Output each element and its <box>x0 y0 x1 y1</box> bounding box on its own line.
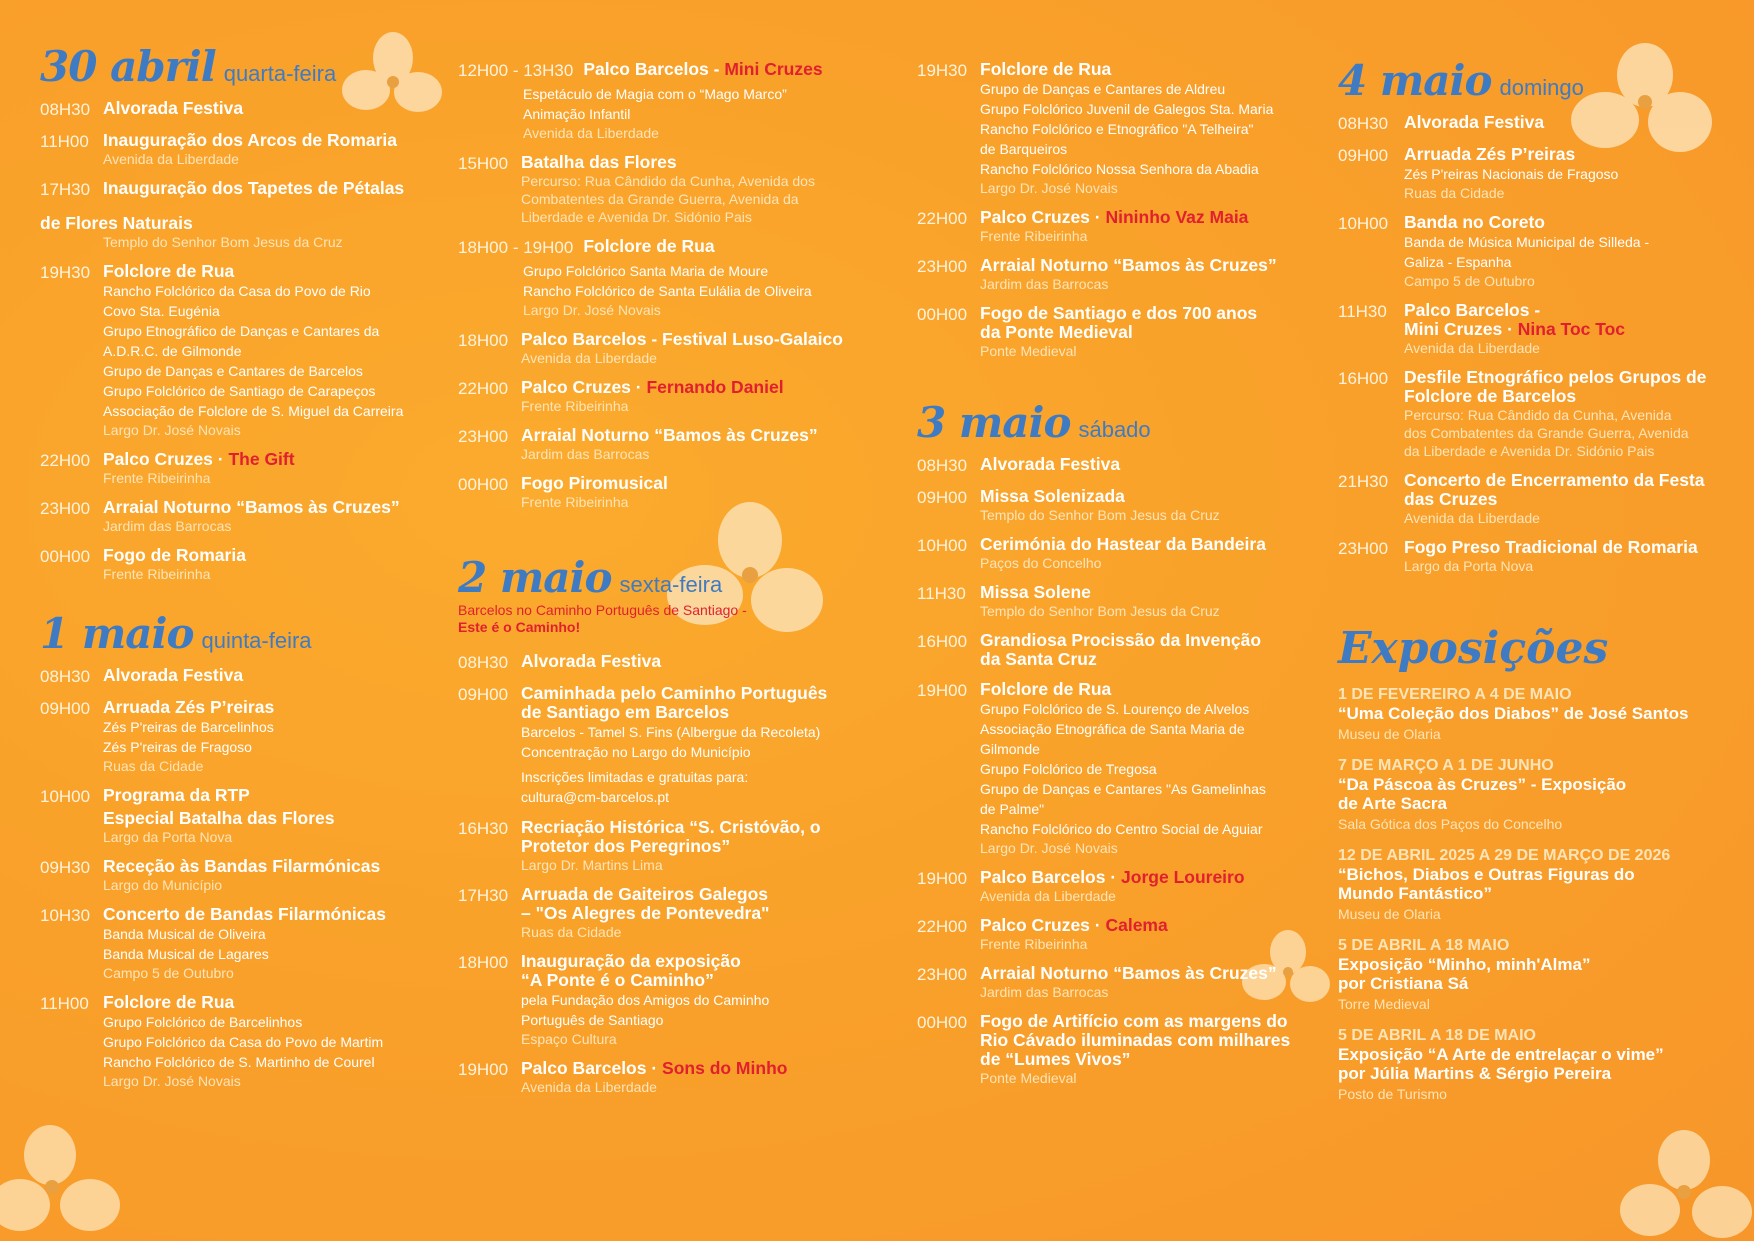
event-item <box>40 262 420 439</box>
event-time: 08H30 <box>40 100 91 119</box>
event-item <box>917 535 1307 572</box>
event-item <box>40 546 420 583</box>
event-location: Jardim das Barrocas <box>103 518 232 534</box>
exhibition-dates: 7 DE MARÇO A 1 DE JUNHO <box>1338 757 1554 774</box>
exhibition-item <box>1338 686 1738 743</box>
day-date: 30 abril <box>40 42 216 91</box>
event-item <box>917 304 1307 360</box>
exhibition-dates: 5 DE ABRIL A 18 DE MAIO <box>1338 1027 1536 1044</box>
event-title: Alvorada Festiva <box>103 665 244 685</box>
event-time: 08H30 <box>917 456 968 475</box>
event-location: Frente Ribeirinha <box>103 470 211 486</box>
event-time: 09H00 <box>458 685 509 704</box>
event-item <box>1338 538 1738 575</box>
event-time: 08H30 <box>1338 114 1389 133</box>
column-2 <box>458 60 858 1107</box>
event-route: Liberdade e Avenida Dr. Sidónio Pais <box>521 209 752 225</box>
event-item <box>40 786 420 846</box>
event-title: Cerimónia do Hastear da Bandeira <box>980 534 1266 554</box>
event-route: Percurso: Rua Cândido da Cunha, Avenida <box>1404 407 1672 423</box>
event-title: Desfile Etnográfico pelos Grupos de <box>1404 367 1707 387</box>
event-detail: Grupo Etnográfico de Danças e Cantares da <box>103 323 380 339</box>
event-detail: Associação de Folclore de S. Miguel da Carreira <box>103 403 404 419</box>
event-title: Folclore de Rua <box>980 679 1112 699</box>
event-time: 23H00 <box>1338 539 1389 558</box>
event-detail: Banda de Música Municipal de Silleda - <box>1404 234 1650 250</box>
event-item <box>917 487 1307 524</box>
event-detail: Zés P'reiras Nacionais de Fragoso <box>1404 166 1619 182</box>
event-time: 00H00 <box>917 305 968 324</box>
event-title: Banda no Coreto <box>1404 212 1545 232</box>
event-title: Arruada de Gaiteiros Galegos <box>521 884 769 904</box>
event-title-cont: Rio Cávado iluminadas com milhares <box>980 1030 1291 1050</box>
event-title-cont: da Santa Cruz <box>980 649 1097 669</box>
event-location: Largo do Município <box>103 877 223 893</box>
event-location: Largo Dr. José Novais <box>523 302 661 318</box>
event-item <box>917 868 1307 905</box>
event-item <box>917 256 1307 293</box>
exhibition-location: Museu de Olaria <box>1338 906 1441 922</box>
event-time: 19H30 <box>40 263 91 282</box>
event-title-cont: – "Os Alegres de Pontevedra" <box>521 903 770 923</box>
event-detail: Rancho Folclórico de Santa Eulália de Oliveira <box>523 283 812 299</box>
weekday: quinta-feira <box>201 628 312 653</box>
event-item <box>40 698 420 775</box>
event-time: 09H00 <box>40 699 91 718</box>
event-time: 19H00 <box>458 1060 509 1079</box>
event-title: Alvorada Festiva <box>980 454 1121 474</box>
event-location: Avenida da Liberdade <box>523 125 659 141</box>
event-location: Campo 5 de Outubro <box>103 965 234 981</box>
event-title: Concerto de Bandas Filarmónicas <box>103 904 386 924</box>
exhibition-dates: 5 DE ABRIL A 18 MAIO <box>1338 937 1510 954</box>
event-title: Palco Barcelos - <box>1404 300 1541 320</box>
flower-decoration-icon <box>1614 1130 1754 1241</box>
exhibition-item <box>1338 847 1738 923</box>
event-item <box>458 952 858 1048</box>
event-time: 09H00 <box>1338 146 1389 165</box>
event-item <box>40 857 420 894</box>
event-title: Alvorada Festiva <box>521 651 662 671</box>
event-time: 17H30 <box>458 886 509 905</box>
event-title: Caminhada pelo Caminho Português <box>521 683 828 703</box>
event-item <box>917 631 1307 669</box>
event-item <box>40 131 420 168</box>
event-item <box>458 684 858 807</box>
contact-email: cultura@cm-barcelos.pt <box>521 789 670 805</box>
event-item <box>1338 301 1738 357</box>
event-route: Combatentes da Grande Guerra, Avenida da <box>521 191 799 207</box>
weekday: domingo <box>1499 75 1584 100</box>
event-route: dos Combatentes da Grande Guerra, Avenida <box>1404 425 1689 441</box>
column-4 <box>1338 56 1738 1117</box>
day-intro-highlight: Este é o Caminho! <box>458 619 581 635</box>
event-item <box>1338 213 1738 290</box>
event-location: Largo Dr. José Novais <box>103 1073 241 1089</box>
exhibition-location: Posto de Turismo <box>1338 1086 1447 1102</box>
event-location: Jardim das Barrocas <box>980 984 1109 1000</box>
event-location: Largo da Porta Nova <box>1404 558 1534 574</box>
artist-name: Fernando Daniel <box>646 377 784 397</box>
event-location: Ponte Medieval <box>980 343 1077 359</box>
event-time: 19H00 <box>917 681 968 700</box>
event-location: Frente Ribeirinha <box>521 398 629 414</box>
event-location: Frente Ribeirinha <box>980 228 1088 244</box>
event-time: 16H00 <box>917 632 968 651</box>
event-location: Avenida da Liberdade <box>1404 340 1540 356</box>
event-title: Palco Cruzes · <box>521 377 647 397</box>
event-detail: A.D.R.C. de Gilmonde <box>103 343 242 359</box>
event-title-cont: “A Ponte é o Caminho” <box>521 970 714 990</box>
event-detail: pela Fundação dos Amigos do Caminho <box>521 992 770 1008</box>
event-location: Ruas da Cidade <box>521 924 622 940</box>
event-time: 10H00 <box>40 787 91 806</box>
event-location: Ruas da Cidade <box>1404 185 1505 201</box>
event-time: 08H30 <box>40 667 91 686</box>
event-detail: Grupo Folclórico Juvenil de Galegos Sta. Maria <box>980 101 1274 117</box>
event-title: Missa Solene <box>980 582 1091 602</box>
event-detail: Gilmonde <box>980 741 1040 757</box>
exhibition-dates: 12 DE ABRIL 2025 A 29 DE MARÇO DE 2026 <box>1338 847 1671 864</box>
event-item <box>40 498 420 535</box>
event-time: 18H00 <box>458 953 509 972</box>
event-time: 10H00 <box>1338 214 1389 233</box>
event-title: Batalha das Flores <box>521 152 677 172</box>
event-route: da Liberdade e Avenida Dr. Sidónio Pais <box>1404 443 1655 459</box>
event-detail: Associação Etnográfica de Santa Maria de <box>980 721 1245 737</box>
artist-name: Calema <box>1105 915 1168 935</box>
event-detail: Grupo de Danças e Cantares "As Gamelinhas <box>980 781 1266 797</box>
event-title-cont: de Santiago em Barcelos <box>521 702 730 722</box>
event-location: Frente Ribeirinha <box>521 494 629 510</box>
day-heading-1-maio <box>40 609 420 658</box>
event-detail: Grupo Folclórico de Barcelinhos <box>103 1014 303 1030</box>
event-note: Inscrições limitadas e gratuitas para: <box>521 769 749 785</box>
event-detail: Rancho Folclórico da Casa do Povo de Rio <box>103 283 371 299</box>
event-time: 16H30 <box>458 819 509 838</box>
event-time: 08H30 <box>458 653 509 672</box>
event-time: 19H00 <box>917 869 968 888</box>
event-time: 23H00 <box>917 257 968 276</box>
event-time: 15H00 <box>458 154 509 173</box>
event-detail: Animação Infantil <box>523 106 631 122</box>
event-item <box>1338 145 1738 202</box>
event-detail: Rancho Folclórico Nossa Senhora da Abadia <box>980 161 1259 177</box>
event-title: Palco Barcelos · <box>521 1058 663 1078</box>
event-title: Fogo Preso Tradicional de Romaria <box>1404 537 1698 557</box>
day-date: 4 maio <box>1338 56 1492 105</box>
event-item <box>458 1059 858 1096</box>
event-title: Alvorada Festiva <box>103 98 244 118</box>
event-details <box>523 261 858 319</box>
event-item <box>40 99 420 120</box>
day-heading-3-maio <box>917 398 1307 447</box>
day-date: 3 maio <box>917 398 1071 447</box>
day-date: 2 maio <box>458 553 612 602</box>
event-location: Avenida da Liberdade <box>103 151 239 167</box>
event-detail: Concentração no Largo do Município <box>521 744 751 760</box>
event-item <box>917 208 1307 245</box>
event-detail: de Palme" <box>980 801 1045 817</box>
artist-name: The Gift <box>228 449 295 469</box>
event-title: Missa Solenizada <box>980 486 1125 506</box>
event-detail: Grupo Folclórico Santa Maria de Moure <box>523 263 769 279</box>
event-location: Espaço Cultura <box>521 1031 617 1047</box>
event-item <box>1338 471 1738 527</box>
event-title: Arruada Zés P’reiras <box>103 697 275 717</box>
event-title: Fogo de Santiago e dos 700 anos <box>980 303 1258 323</box>
day-heading-4-maio <box>1338 56 1738 105</box>
exhibition-dates: 1 DE FEVEREIRO A 4 DE MAIO <box>1338 686 1572 703</box>
exhibition-item <box>1338 1027 1738 1103</box>
event-detail: Grupo Folclórico de Tregosa <box>980 761 1157 777</box>
event-detail: Rancho Folclórico do Centro Social de Aguiar <box>980 821 1263 837</box>
event-item <box>917 680 1307 857</box>
event-location: Templo do Senhor Bom Jesus da Cruz <box>103 234 343 250</box>
event-title: Palco Barcelos - <box>583 59 725 79</box>
event-location: Templo do Senhor Bom Jesus da Cruz <box>980 603 1220 619</box>
weekday: quarta-feira <box>223 61 337 86</box>
day-heading-2-maio <box>458 553 858 602</box>
exhibition-location: Torre Medieval <box>1338 996 1430 1012</box>
event-location: Paços do Concelho <box>980 555 1102 571</box>
exhibition-name: Exposição “Minho, minh'Alma” <box>1338 955 1591 974</box>
exhibition-name: “Da Páscoa às Cruzes” - Exposição <box>1338 775 1627 794</box>
event-title: Folclore de Rua <box>103 992 235 1012</box>
event-title: Palco Barcelos · <box>980 867 1122 887</box>
event-title: Folclore de Rua <box>583 236 715 256</box>
event-title-cont: Protetor dos Peregrinos” <box>521 836 731 856</box>
event-title: Palco Cruzes · <box>980 915 1106 935</box>
event-details <box>523 84 858 142</box>
event-title-cont: Mini Cruzes · <box>1404 319 1518 339</box>
event-time: 23H00 <box>40 499 91 518</box>
flower-decoration-icon <box>0 1125 120 1241</box>
event-item <box>458 474 858 511</box>
event-title-cont: de “Lumes Vivos” <box>980 1049 1131 1069</box>
event-title-cont: das Cruzes <box>1404 489 1498 509</box>
event-time: 10H00 <box>917 536 968 555</box>
event-title: Palco Barcelos - Festival Luso-Galaico <box>521 329 843 349</box>
event-time: 22H00 <box>917 209 968 228</box>
event-time: 11H30 <box>1338 302 1387 321</box>
exhibition-name: “Uma Coleção dos Diabos” de José Santos <box>1338 704 1689 723</box>
event-time: 10H30 <box>40 906 91 925</box>
event-time: 00H00 <box>40 547 91 566</box>
event-detail: Grupo Folclórico de Santiago de Carapeços <box>103 383 376 399</box>
artist-name: Nina Toc Toc <box>1517 319 1626 339</box>
event-detail: Banda Musical de Oliveira <box>103 926 266 942</box>
event-title-cont: da Ponte Medieval <box>980 322 1133 342</box>
event-time: 16H00 <box>1338 369 1389 388</box>
artist-name: Mini Cruzes <box>724 59 823 79</box>
column-3 <box>917 60 1307 1098</box>
event-title: Fogo Piromusical <box>521 473 668 493</box>
event-location: Avenida da Liberdade <box>521 1079 657 1095</box>
event-location: Largo Dr. José Novais <box>980 840 1118 856</box>
event-time: 21H30 <box>1338 472 1389 491</box>
event-location: Frente Ribeirinha <box>980 936 1088 952</box>
exhibition-location: Museu de Olaria <box>1338 726 1441 742</box>
event-item <box>917 964 1307 1001</box>
exhibition-name-cont: de Arte Sacra <box>1338 794 1447 813</box>
event-detail: Português de Santiago <box>521 1012 664 1028</box>
event-time: 00H00 <box>458 475 509 494</box>
event-title: Receção às Bandas Filarmónicas <box>103 856 381 876</box>
event-time: 23H00 <box>458 427 509 446</box>
event-time: 11H30 <box>917 584 966 603</box>
event-item <box>917 916 1307 953</box>
day-intro: Barcelos no Caminho Português de Santiago - <box>458 602 747 618</box>
exhibitions-heading: Exposições <box>1338 623 1609 674</box>
event-location: Templo do Senhor Bom Jesus da Cruz <box>980 507 1220 523</box>
exhibition-name: Exposição “A Arte de entrelaçar o vime” <box>1338 1045 1664 1064</box>
event-item <box>40 179 420 251</box>
event-time: 18H00 - 19H00 <box>458 238 574 257</box>
event-title: Arraial Noturno “Bamos às Cruzes” <box>521 425 818 445</box>
event-location: Campo 5 de Outubro <box>1404 273 1535 289</box>
event-time: 11H00 <box>40 132 89 151</box>
event-detail: Grupo Folclórico de S. Lourenço de Alvelos <box>980 701 1250 717</box>
event-time: 22H00 <box>458 379 509 398</box>
event-title: Folclore de Rua <box>980 59 1112 79</box>
event-item <box>458 818 858 874</box>
artist-name: Nininho Vaz Maia <box>1105 207 1249 227</box>
event-title: Inauguração dos Tapetes de Pétalas <box>103 178 405 198</box>
event-title: Palco Cruzes · <box>980 207 1106 227</box>
exhibition-item <box>1338 937 1738 1013</box>
event-location: Largo Dr. José Novais <box>103 422 241 438</box>
weekday: sexta-feira <box>619 572 723 597</box>
event-title: Recriação Histórica “S. Cristóvão, o <box>521 817 821 837</box>
event-location: Avenida da Liberdade <box>1404 510 1540 526</box>
event-title: Concerto de Encerramento da Festa <box>1404 470 1705 490</box>
event-location: Largo da Porta Nova <box>103 829 233 845</box>
event-detail: Barcelos - Tamel S. Fins (Albergue da Recoleta) <box>521 724 821 740</box>
event-detail: Galiza - Espanha <box>1404 254 1512 270</box>
event-time: 23H00 <box>917 965 968 984</box>
exhibition-name-cont: por Júlia Martins & Sérgio Pereira <box>1338 1064 1612 1083</box>
exhibition-name: “Bichos, Diabos e Outras Figuras do <box>1338 865 1635 884</box>
event-title: Palco Cruzes · <box>103 449 229 469</box>
exhibition-name-cont: por Cristiana Sá <box>1338 974 1469 993</box>
column-1 <box>40 42 420 1101</box>
event-location: Largo Dr. Martins Lima <box>521 857 663 873</box>
event-detail: Zés P'reiras de Barcelinhos <box>103 719 274 735</box>
event-title: Arraial Noturno “Bamos às Cruzes” <box>980 255 1277 275</box>
event-title: Fogo de Artifício com as margens do <box>980 1011 1288 1031</box>
event-title-cont: de Flores Naturais <box>40 213 193 233</box>
event-item <box>40 905 420 982</box>
event-location: Avenida da Liberdade <box>521 350 657 366</box>
weekday: sábado <box>1078 417 1151 442</box>
event-item <box>458 426 858 463</box>
exhibition-item <box>1338 757 1738 833</box>
event-location: Frente Ribeirinha <box>103 566 211 582</box>
day-heading-30-abril <box>40 42 420 91</box>
event-title: Arraial Noturno “Bamos às Cruzes” <box>980 963 1277 983</box>
event-item <box>1338 113 1738 134</box>
event-detail: Grupo de Danças e Cantares de Aldreu <box>980 81 1226 97</box>
event-item <box>917 1012 1307 1087</box>
event-location: Jardim das Barrocas <box>980 276 1109 292</box>
event-item <box>458 60 858 81</box>
event-detail: Covo Sta. Eugénia <box>103 303 220 319</box>
event-detail: Rancho Folclórico de S. Martinho de Courel <box>103 1054 375 1070</box>
event-title-cont: Folclore de Barcelos <box>1404 386 1577 406</box>
event-title: Folclore de Rua <box>103 261 235 281</box>
artist-name: Jorge Loureiro <box>1121 867 1245 887</box>
event-detail: Espetáculo de Magia com o “Mago Marco” <box>523 86 787 102</box>
event-item <box>917 60 1307 197</box>
artist-name: Sons do Minho <box>662 1058 788 1078</box>
event-location: Jardim das Barrocas <box>521 446 650 462</box>
event-detail: Grupo Folclórico da Casa do Povo de Martim <box>103 1034 384 1050</box>
event-title-cont: Especial Batalha das Flores <box>103 808 335 828</box>
event-item <box>458 652 858 673</box>
event-title: Programa da RTP <box>103 785 250 805</box>
event-time: 12H00 - 13H30 <box>458 61 574 80</box>
event-route: Percurso: Rua Cândido da Cunha, Avenida dos <box>521 173 815 189</box>
event-title: Arraial Noturno “Bamos às Cruzes” <box>103 497 400 517</box>
event-title: Alvorada Festiva <box>1404 112 1545 132</box>
event-detail: Zés P'reiras de Fragoso <box>103 739 252 755</box>
event-detail: Grupo de Danças e Cantares de Barcelos <box>103 363 363 379</box>
event-item <box>458 378 858 415</box>
event-item <box>458 237 858 258</box>
exhibition-name-cont: Mundo Fantástico” <box>1338 884 1492 903</box>
exhibition-location: Sala Gótica dos Paços do Concelho <box>1338 816 1563 832</box>
event-item <box>1338 368 1738 460</box>
event-location: Ponte Medieval <box>980 1070 1077 1086</box>
event-time: 18H00 <box>458 331 509 350</box>
event-time: 22H00 <box>40 451 91 470</box>
event-item <box>40 666 420 687</box>
event-title: Inauguração da exposição <box>521 951 741 971</box>
event-item <box>458 885 858 941</box>
event-item <box>458 330 858 367</box>
event-title: Fogo de Romaria <box>103 545 246 565</box>
event-time: 19H30 <box>917 61 968 80</box>
event-title: Inauguração dos Arcos de Romaria <box>103 130 398 150</box>
event-location: Largo Dr. José Novais <box>980 180 1118 196</box>
event-title: Arruada Zés P’reiras <box>1404 144 1576 164</box>
event-time: 09H30 <box>40 858 91 877</box>
event-item <box>40 993 420 1090</box>
event-detail: de Barqueiros <box>980 141 1068 157</box>
event-location: Avenida da Liberdade <box>980 888 1116 904</box>
event-time: 00H00 <box>917 1013 968 1032</box>
event-time: 09H00 <box>917 488 968 507</box>
event-item <box>917 455 1307 476</box>
event-time: 11H00 <box>40 994 89 1013</box>
event-location: Ruas da Cidade <box>103 758 204 774</box>
day-date: 1 maio <box>40 609 194 658</box>
event-title: Grandiosa Procissão da Invenção <box>980 630 1262 650</box>
event-time: 22H00 <box>917 917 968 936</box>
event-time: 17H30 <box>40 180 91 199</box>
event-item <box>40 450 420 487</box>
event-detail: Rancho Folclórico e Etnográfico "A Telheira" <box>980 121 1254 137</box>
event-item <box>458 153 858 226</box>
event-item <box>917 583 1307 620</box>
event-detail: Banda Musical de Lagares <box>103 946 269 962</box>
